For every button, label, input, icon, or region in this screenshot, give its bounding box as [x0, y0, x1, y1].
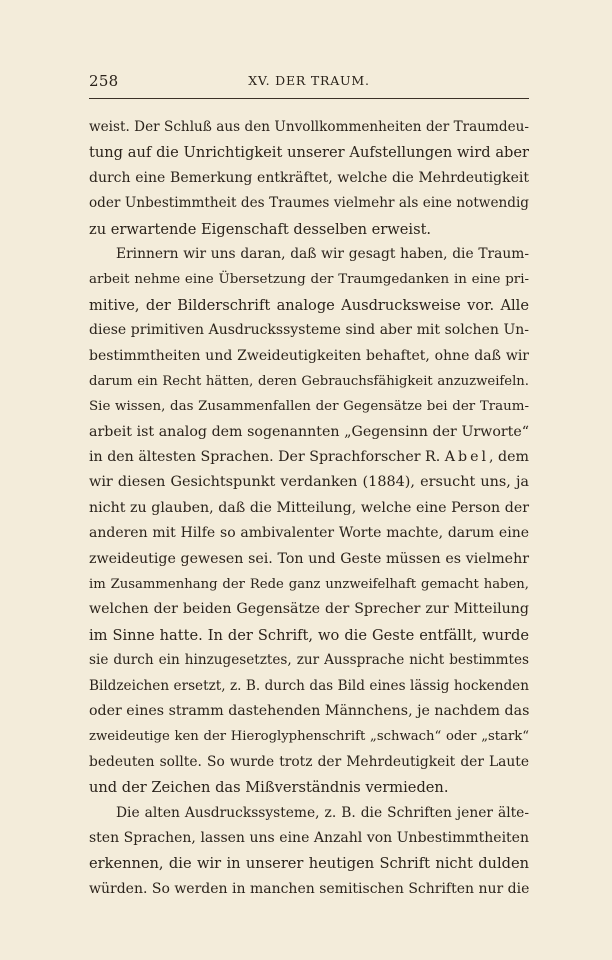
header-rule: [89, 98, 529, 99]
spaced-name: Abel: [444, 449, 490, 466]
text-line: Erinnern wir uns daran, daß wir gesagt haben, die Traum-: [116, 245, 529, 262]
text-line: zu erwartende Eigenschaft desselben erweist.: [89, 220, 432, 238]
text-line-with-name: [89, 445, 529, 470]
text-line: weist. Der Schluß aus den Unvollkommenheiten der Traumdeu-: [89, 119, 529, 135]
text-line: erkennen, die wir in unserer heutigen Schrift nicht dulden: [89, 855, 529, 873]
text-line: sten Sprachen, lassen uns eine Anzahl von Unbestimmtheiten: [89, 829, 529, 846]
text-line: Sie wissen, das Zusammenfallen der Gegensätze bei der Traum-: [89, 399, 529, 415]
page-number: 258: [89, 72, 119, 90]
text-line: bestimmtheiten und Zweideutigkeiten behaftet, ohne daß wir: [89, 347, 529, 364]
text-line: oder eines stramm dastehenden Männchens, je nachdem das: [89, 702, 530, 719]
text-line: arbeit ist analog dem sogenannten „Gegensinn der Urworte“: [89, 423, 529, 440]
running-head: XV. DER TRAUM.: [248, 73, 370, 88]
text-line: durch eine Bemerkung entkräftet, welche die Mehrdeutigkeit: [89, 169, 529, 186]
text-line: mitive, der Bilderschrift analoge Ausdrucksweise vor. Alle: [89, 296, 529, 314]
text-line: darum ein Recht hätten, deren Gebrauchsfähigkeit anzuzweifeln.: [89, 373, 529, 389]
text-line: wir diesen Gesichtspunkt verdanken (1884), ersucht uns, ja: [89, 474, 529, 491]
text-line: zweideutige gewesen sei. Ton und Geste müssen es vielmehr: [89, 550, 529, 567]
text-line: diese primitiven Ausdruckssysteme sind aber mit solchen Un-: [89, 322, 529, 339]
text-line: anderen mit Hilfe so ambivalenter Worte machte, darum eine: [89, 525, 529, 542]
text-line: zweideutige ken der Hieroglyphenschrift „schwach“ oder „stark“: [89, 729, 529, 745]
text-line: arbeit nehme eine Übersetzung der Traumgedanken in eine pri-: [89, 272, 529, 288]
text-line: würden. So werden in manchen semitischen Schriften nur die: [89, 880, 530, 897]
text-line: und der Zeichen das Mißverständnis vermieden.: [89, 779, 449, 797]
page-header: [89, 72, 529, 92]
text-segment: in den ältesten Sprachen. Der Sprachforscher R.: [89, 449, 441, 466]
text-line: Die alten Ausdruckssysteme, z. B. die Schriften jener älte-: [116, 804, 529, 821]
body-text: [89, 115, 529, 902]
text-line: im Sinne hatte. In der Schrift, wo die Geste entfällt, wurde: [89, 626, 529, 644]
text-line: welchen der beiden Gegensätze der Sprecher zur Mitteilung: [89, 601, 529, 618]
text-line: Bildzeichen ersetzt, z. B. durch das Bild eines lässig hockenden: [89, 677, 529, 694]
text-line: nicht zu glauben, daß die Mitteilung, welche eine Person der: [89, 499, 529, 516]
text-line: im Zusammenhang der Rede ganz unzweifelhaft gemacht haben,: [89, 577, 529, 593]
text-segment: , dem: [489, 449, 529, 466]
text-line: oder Unbestimmtheit des Traumes vielmehr als eine notwendig: [89, 195, 529, 212]
text-line: bedeuten sollte. So wurde trotz der Mehrdeutigkeit der Laute: [89, 753, 529, 770]
text-line: sie durch ein hinzugesetztes, zur Aussprache nicht bestimmtes: [89, 652, 529, 669]
text-line: tung auf die Unrichtigkeit unserer Aufstellungen wird aber: [89, 144, 529, 162]
